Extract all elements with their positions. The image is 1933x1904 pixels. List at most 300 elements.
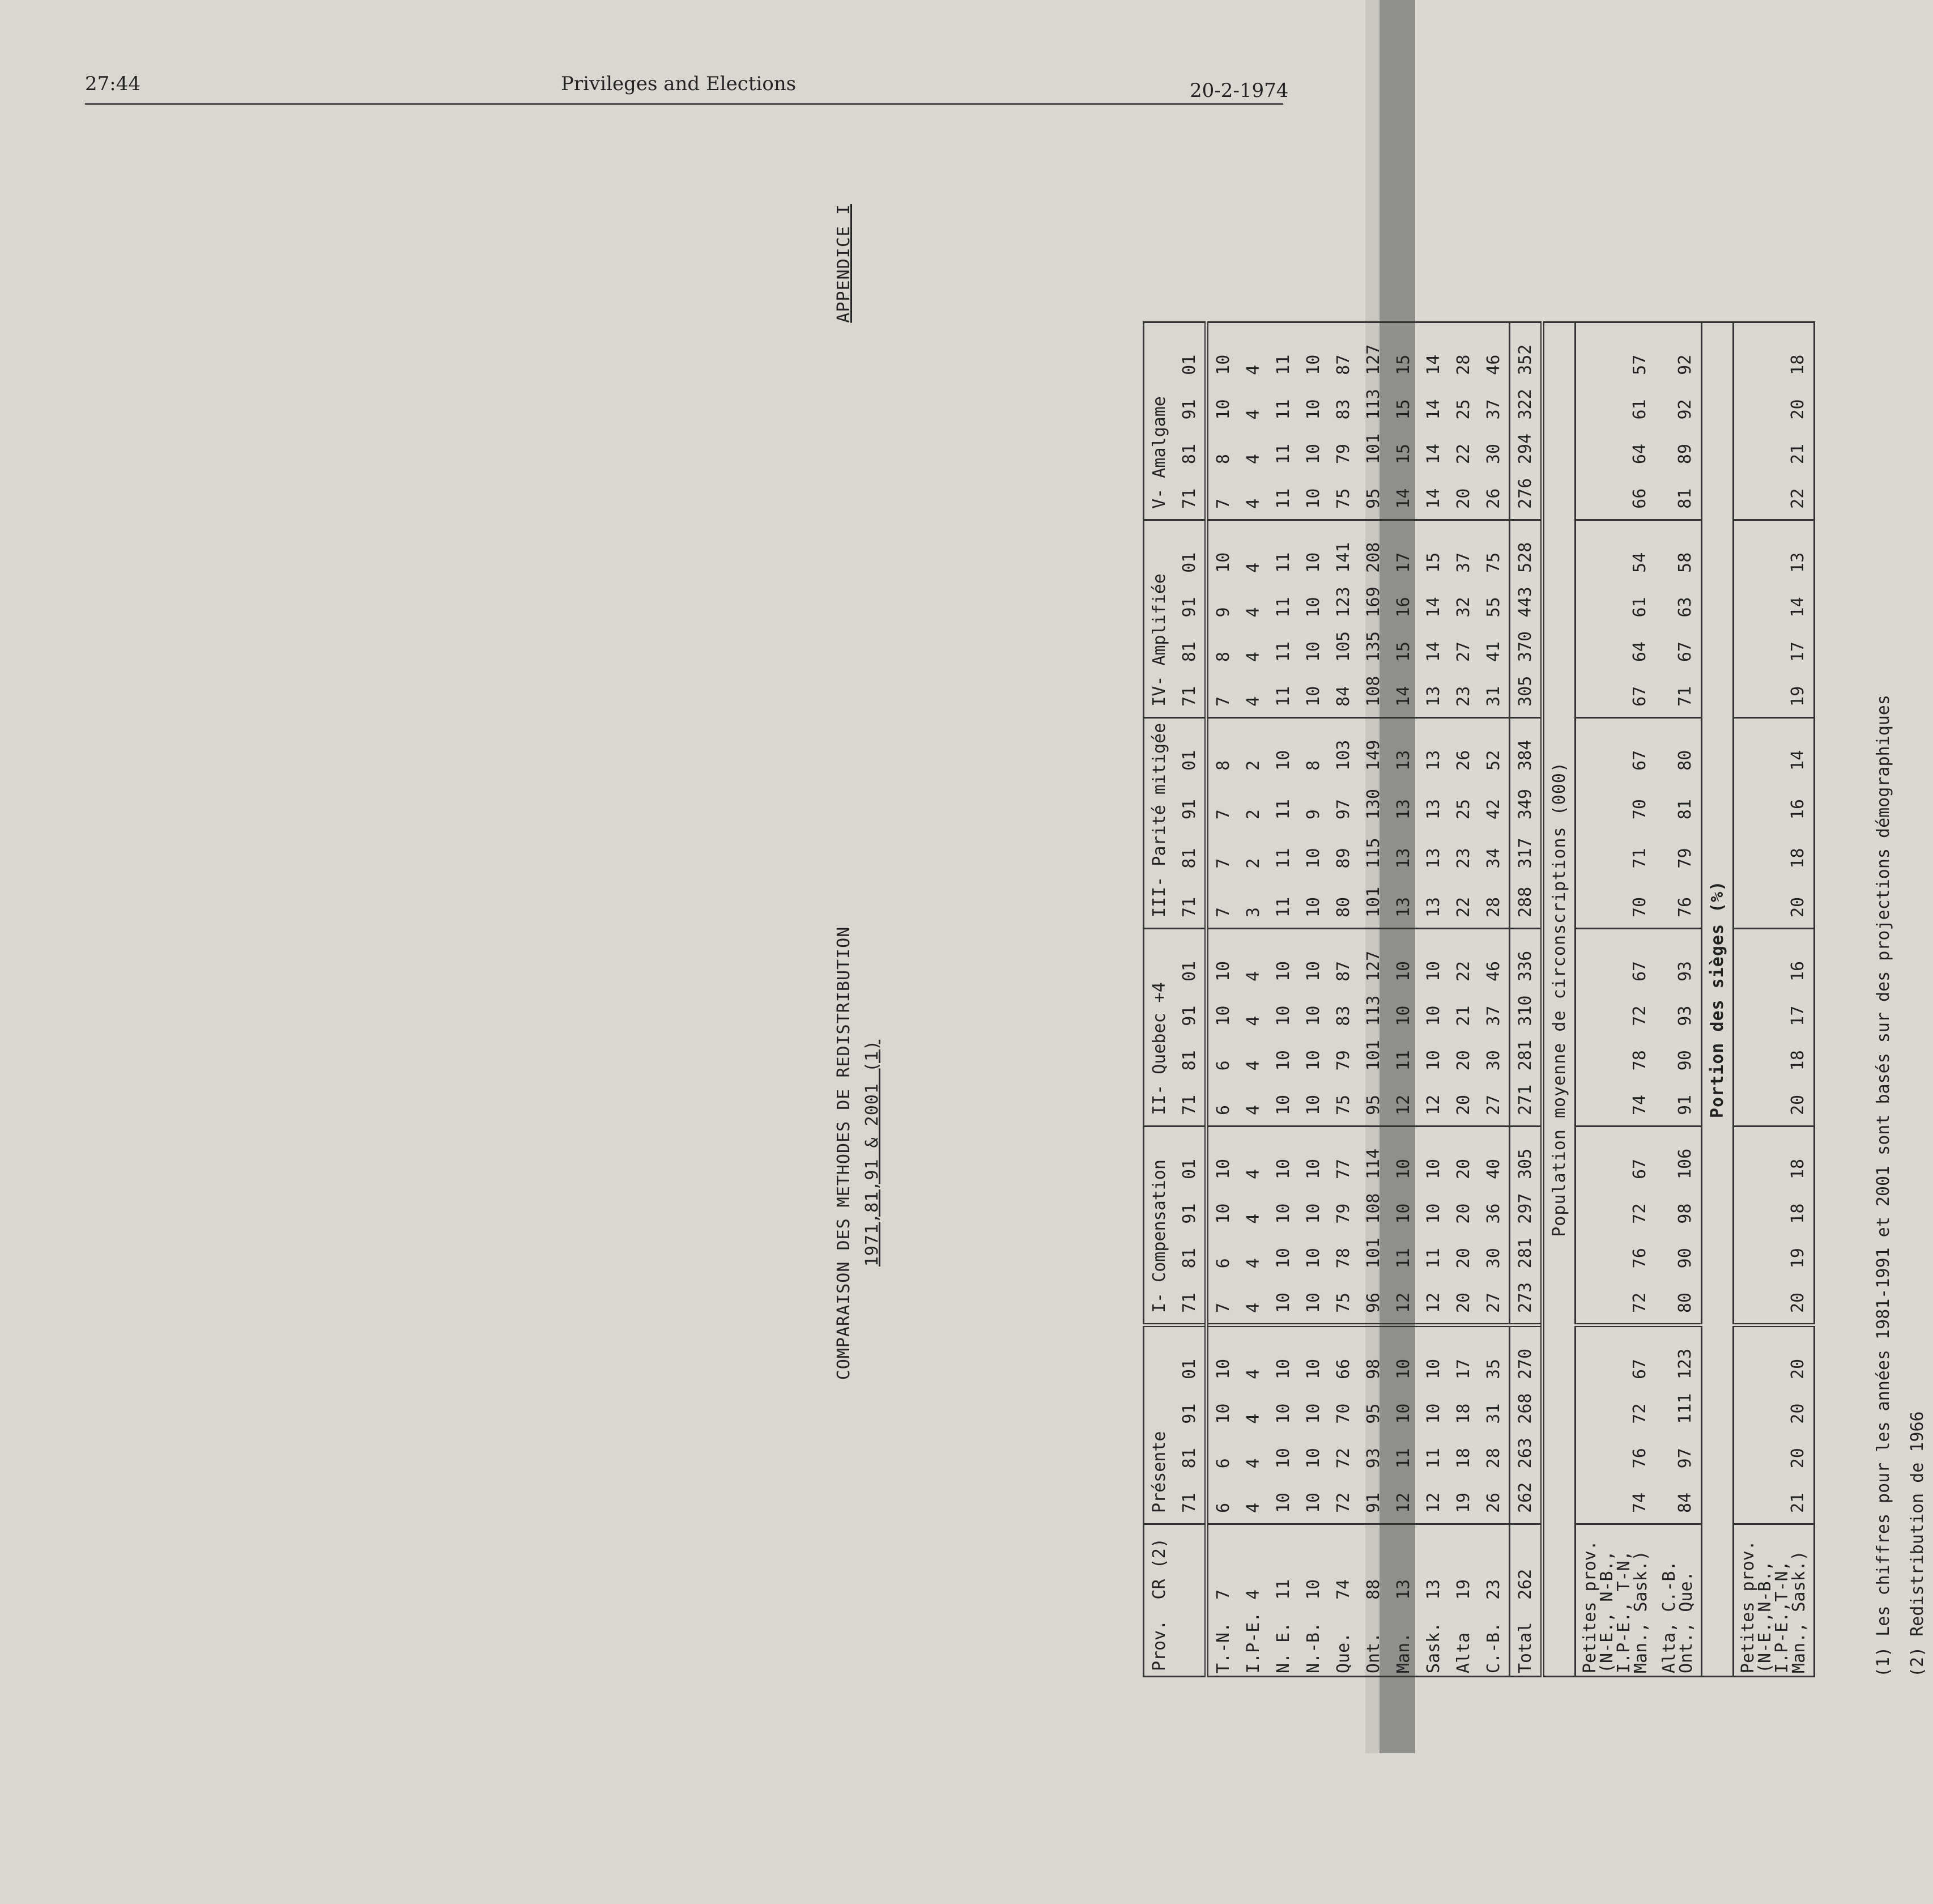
row-4-values bbox=[1334, 328, 1353, 515]
section-seats-title: Portion des sièges (%) bbox=[1702, 322, 1734, 1676]
total-value: 322 bbox=[1515, 389, 1535, 420]
header-cr: CR (2) bbox=[1149, 1538, 1169, 1600]
row-0-value: 10 bbox=[1214, 1358, 1233, 1380]
pop-0-value: 76 bbox=[1630, 1248, 1650, 1269]
row-0-value: 7 bbox=[1214, 1302, 1233, 1313]
province-cell bbox=[1268, 1524, 1298, 1677]
row-9-value: 35 bbox=[1484, 1358, 1504, 1380]
row-2-value: 10 bbox=[1274, 750, 1293, 771]
year-header-cell bbox=[1174, 1127, 1207, 1325]
row-7-value: 14 bbox=[1424, 354, 1444, 375]
year-label: 91 bbox=[1180, 1403, 1199, 1424]
row-9-value: 28 bbox=[1484, 1448, 1504, 1469]
pop-0-value: 74 bbox=[1630, 1094, 1650, 1115]
row-9-value: 46 bbox=[1484, 354, 1504, 375]
row-4-value: 83 bbox=[1334, 399, 1353, 420]
year-header-cell bbox=[1174, 520, 1207, 717]
row-6-cell bbox=[1389, 717, 1419, 928]
pop-1-value: 97 bbox=[1675, 1448, 1695, 1469]
row-1-values bbox=[1244, 1132, 1263, 1319]
row-6-value: 15 bbox=[1394, 641, 1413, 662]
row-6-cell bbox=[1389, 929, 1419, 1127]
row-3-cell bbox=[1298, 322, 1329, 520]
row-8-value: 25 bbox=[1454, 399, 1474, 420]
row-2-cell bbox=[1268, 322, 1298, 520]
row-7-value: 11 bbox=[1424, 1448, 1444, 1469]
row-6-values bbox=[1394, 525, 1413, 712]
seat-0-value: 16 bbox=[1788, 799, 1808, 820]
row-8-cell bbox=[1449, 929, 1479, 1127]
pop-1-value: 80 bbox=[1675, 750, 1695, 771]
row-4-value: 72 bbox=[1334, 1492, 1353, 1513]
total-value: 268 bbox=[1515, 1393, 1535, 1424]
row-2-values bbox=[1274, 1332, 1293, 1519]
pop-label-line: Ont., Que. bbox=[1676, 1571, 1696, 1673]
row-2-values bbox=[1274, 525, 1293, 712]
total-value: 288 bbox=[1515, 886, 1535, 917]
row-1-values bbox=[1244, 328, 1263, 515]
row-8-value: 37 bbox=[1454, 552, 1474, 573]
row-9-cell bbox=[1479, 1127, 1510, 1325]
province-name: N. E. bbox=[1274, 1622, 1293, 1673]
row-7-value: 13 bbox=[1424, 750, 1444, 771]
row-3-value: 8 bbox=[1304, 760, 1323, 771]
row-6-value: 11 bbox=[1394, 1050, 1413, 1071]
row-9-value: 55 bbox=[1484, 597, 1504, 618]
pop-0-value: 54 bbox=[1630, 552, 1650, 573]
row-3-value: 10 bbox=[1304, 488, 1323, 509]
row-0-cell bbox=[1207, 1127, 1239, 1325]
row-7-values bbox=[1424, 1132, 1444, 1319]
pop-label-line: Man., Sask.) bbox=[1631, 1550, 1651, 1673]
row-9-value: 31 bbox=[1484, 1403, 1504, 1424]
year-header-cell bbox=[1174, 322, 1207, 520]
row-0-values bbox=[1214, 934, 1233, 1121]
header-quebec: II- Quebec +4 bbox=[1144, 929, 1175, 1127]
row-4-value: 75 bbox=[1334, 488, 1353, 509]
row-6-cell bbox=[1389, 1325, 1419, 1524]
row-4-value: 72 bbox=[1334, 1448, 1353, 1469]
row-1-value: 4 bbox=[1244, 562, 1263, 573]
row-6-values bbox=[1394, 1332, 1413, 1519]
row-1-cell bbox=[1238, 1127, 1268, 1325]
province-cr: 23 bbox=[1484, 1579, 1504, 1600]
seat-0-value: 16 bbox=[1788, 960, 1808, 982]
row-3-value: 10 bbox=[1304, 960, 1323, 982]
total-value: 349 bbox=[1515, 789, 1535, 820]
pop-0-value: 67 bbox=[1630, 960, 1650, 982]
row-4-value: 75 bbox=[1334, 1292, 1353, 1313]
row-3-cell bbox=[1298, 717, 1329, 928]
year-label: 71 bbox=[1180, 1492, 1199, 1513]
year-label: 71 bbox=[1180, 1292, 1199, 1313]
province-cr: 10 bbox=[1304, 1579, 1323, 1600]
table-row bbox=[1268, 322, 1298, 1676]
row-6-value: 10 bbox=[1394, 960, 1413, 982]
pop-1-value: 90 bbox=[1675, 1050, 1695, 1071]
header-date: 20-2-1974 bbox=[1190, 79, 1289, 102]
row-9-value: 26 bbox=[1484, 488, 1504, 509]
table-subtitle: 1971,81,91 & 2001 (1) bbox=[862, 1039, 882, 1267]
row-0-value: 10 bbox=[1214, 354, 1233, 375]
row-5-cell bbox=[1359, 929, 1389, 1127]
row-4-cell bbox=[1329, 929, 1359, 1127]
row-3-cell bbox=[1298, 520, 1329, 717]
seat-0-value: 18 bbox=[1788, 848, 1808, 869]
row-0-value: 8 bbox=[1214, 760, 1233, 771]
row-0-value: 9 bbox=[1214, 607, 1233, 618]
row-8-values bbox=[1454, 723, 1474, 923]
row-5-value: 93 bbox=[1364, 1448, 1383, 1469]
seat-0-value: 20 bbox=[1788, 1358, 1808, 1380]
seat-0-value: 20 bbox=[1788, 1094, 1808, 1115]
row-3-value: 10 bbox=[1304, 597, 1323, 618]
pop-0-value: 66 bbox=[1630, 488, 1650, 509]
total-value: 384 bbox=[1515, 740, 1535, 771]
province-name: Ont. bbox=[1364, 1632, 1383, 1673]
row-2-value: 10 bbox=[1274, 1358, 1293, 1380]
row-7-value: 13 bbox=[1424, 896, 1444, 917]
row-9-value: 42 bbox=[1484, 799, 1504, 820]
year-label: 81 bbox=[1180, 848, 1199, 869]
total-cr: 262 bbox=[1515, 1569, 1535, 1600]
total-value: 336 bbox=[1515, 950, 1535, 982]
province-cell bbox=[1238, 1524, 1268, 1677]
seat-0-values bbox=[1788, 1332, 1808, 1519]
row-5-cell bbox=[1359, 1325, 1389, 1524]
row-4-value: 79 bbox=[1334, 444, 1353, 465]
row-2-value: 10 bbox=[1274, 1448, 1293, 1469]
row-6-value: 13 bbox=[1394, 750, 1413, 771]
row-9-cell bbox=[1479, 929, 1510, 1127]
row-5-value: 115 bbox=[1364, 838, 1383, 869]
row-5-value: 108 bbox=[1364, 1193, 1383, 1224]
row-7-value: 14 bbox=[1424, 399, 1444, 420]
row-2-value: 10 bbox=[1274, 1492, 1293, 1513]
row-7-value: 13 bbox=[1424, 799, 1444, 820]
row-9-value: 40 bbox=[1484, 1158, 1504, 1180]
row-4-values bbox=[1334, 723, 1353, 923]
row-1-value: 2 bbox=[1244, 858, 1263, 869]
row-9-value: 46 bbox=[1484, 960, 1504, 982]
seat-0-values bbox=[1788, 934, 1808, 1121]
year-label: 71 bbox=[1180, 896, 1199, 917]
row-4-value: 66 bbox=[1334, 1358, 1353, 1380]
year-header-cell bbox=[1174, 929, 1207, 1127]
table-title: COMPARAISON DES METHODES DE REDISTRIBUTION bbox=[834, 926, 854, 1380]
row-5-value: 113 bbox=[1364, 995, 1383, 1026]
row-6-value: 17 bbox=[1394, 552, 1413, 573]
row-7-value: 12 bbox=[1424, 1094, 1444, 1115]
row-1-value: 4 bbox=[1244, 1213, 1263, 1224]
year-headers bbox=[1180, 328, 1199, 515]
pop-0-values bbox=[1630, 1132, 1650, 1319]
row-0-value: 7 bbox=[1214, 858, 1233, 869]
row-3-value: 9 bbox=[1304, 809, 1323, 820]
row-9-value: 30 bbox=[1484, 444, 1504, 465]
row-4-value: 84 bbox=[1334, 686, 1353, 707]
row-3-value: 10 bbox=[1304, 354, 1323, 375]
year-label: 01 bbox=[1180, 552, 1199, 573]
row-5-cell bbox=[1359, 717, 1389, 928]
row-8-value: 19 bbox=[1454, 1492, 1474, 1513]
row-9-value: 37 bbox=[1484, 399, 1504, 420]
row-7-value: 11 bbox=[1424, 1248, 1444, 1269]
redistribution-table bbox=[1143, 321, 1815, 1677]
province-name: Sask. bbox=[1424, 1622, 1444, 1673]
row-4-value: 87 bbox=[1334, 960, 1353, 982]
row-4-value: 83 bbox=[1334, 1005, 1353, 1026]
total-values bbox=[1515, 723, 1535, 923]
row-7-cell bbox=[1419, 717, 1449, 928]
seat-0-cell bbox=[1734, 717, 1815, 928]
rotated-table-page bbox=[834, 176, 1933, 1677]
seat-0-values bbox=[1788, 328, 1808, 515]
row-4-value: 97 bbox=[1334, 799, 1353, 820]
row-4-value: 70 bbox=[1334, 1403, 1353, 1424]
row-5-value: 95 bbox=[1364, 1094, 1383, 1115]
pop-0-value: 71 bbox=[1630, 848, 1650, 869]
seat-0-cell bbox=[1734, 322, 1815, 520]
total-values bbox=[1515, 328, 1535, 515]
row-3-values bbox=[1304, 525, 1323, 712]
row-5-value: 101 bbox=[1364, 1238, 1383, 1269]
row-8-value: 20 bbox=[1454, 1203, 1474, 1224]
seat-0-values bbox=[1788, 525, 1808, 712]
row-8-values bbox=[1454, 525, 1474, 712]
row-9-value: 36 bbox=[1484, 1203, 1504, 1224]
row-3-cell bbox=[1298, 929, 1329, 1127]
pop-0-value: 57 bbox=[1630, 354, 1650, 375]
province-name: T.-N. bbox=[1214, 1622, 1233, 1673]
row-8-cell bbox=[1449, 1127, 1479, 1325]
pop-1-value: 106 bbox=[1675, 1148, 1695, 1180]
row-8-value: 20 bbox=[1454, 1094, 1474, 1115]
row-9-value: 34 bbox=[1484, 848, 1504, 869]
row-5-value: 127 bbox=[1364, 950, 1383, 982]
pop-0-value: 70 bbox=[1630, 799, 1650, 820]
total-values bbox=[1515, 1132, 1535, 1319]
row-9-cell bbox=[1479, 520, 1510, 717]
row-6-values bbox=[1394, 934, 1413, 1121]
row-3-values bbox=[1304, 934, 1323, 1121]
province-cr: 11 bbox=[1274, 1579, 1293, 1600]
row-4-value: 105 bbox=[1334, 631, 1353, 662]
row-5-cell bbox=[1359, 520, 1389, 717]
running-title: Privileges and Elections bbox=[561, 73, 797, 95]
row-6-cell bbox=[1389, 520, 1419, 717]
row-8-value: 23 bbox=[1454, 686, 1474, 707]
row-1-values bbox=[1244, 525, 1263, 712]
year-label: 01 bbox=[1180, 1358, 1199, 1380]
pop-1-value: 89 bbox=[1675, 444, 1695, 465]
province-name: I.P-E. bbox=[1244, 1612, 1263, 1673]
year-headers bbox=[1180, 1332, 1199, 1519]
pop-1-value: 71 bbox=[1675, 686, 1695, 707]
header-presente: Présente bbox=[1144, 1325, 1175, 1524]
pop-0-values bbox=[1630, 525, 1650, 712]
row-1-cell bbox=[1238, 1325, 1268, 1524]
row-1-value: 4 bbox=[1244, 696, 1263, 707]
row-1-value: 2 bbox=[1244, 760, 1263, 771]
row-7-value: 13 bbox=[1424, 848, 1444, 869]
seat-label-line: Man., Sask.) bbox=[1789, 1550, 1809, 1673]
total-value: 271 bbox=[1515, 1084, 1535, 1115]
row-4-value: 79 bbox=[1334, 1203, 1353, 1224]
year-header-cell bbox=[1174, 1325, 1207, 1524]
row-6-value: 13 bbox=[1394, 896, 1413, 917]
row-0-values bbox=[1214, 525, 1233, 712]
row-4-values bbox=[1334, 525, 1353, 712]
row-1-value: 4 bbox=[1244, 498, 1263, 509]
table-row bbox=[1207, 322, 1239, 1676]
year-label: 91 bbox=[1180, 597, 1199, 618]
header-parite: III- Parité mitigée bbox=[1144, 717, 1175, 928]
row-7-value: 14 bbox=[1424, 597, 1444, 618]
row-4-value: 123 bbox=[1334, 586, 1353, 618]
row-1-value: 4 bbox=[1244, 607, 1263, 618]
row-5-values bbox=[1364, 1332, 1383, 1519]
row-7-value: 14 bbox=[1424, 444, 1444, 465]
row-3-value: 10 bbox=[1304, 1094, 1323, 1115]
province-name: Man. bbox=[1394, 1632, 1413, 1673]
row-2-value: 10 bbox=[1274, 1292, 1293, 1313]
year-headers bbox=[1180, 1132, 1199, 1319]
row-0-value: 7 bbox=[1214, 696, 1233, 707]
row-2-values bbox=[1274, 1132, 1293, 1319]
row-8-values bbox=[1454, 934, 1474, 1121]
pop-0-value: 67 bbox=[1630, 750, 1650, 771]
row-7-value: 15 bbox=[1424, 552, 1444, 573]
row-8-values bbox=[1454, 1332, 1474, 1519]
pop-1-cell bbox=[1655, 322, 1702, 520]
year-label: 01 bbox=[1180, 1158, 1199, 1180]
pop-0-cell bbox=[1576, 1325, 1656, 1524]
year-label: 91 bbox=[1180, 799, 1199, 820]
seat-label-line: I.P-E.,T-N, bbox=[1772, 1561, 1792, 1673]
row-9-value: 27 bbox=[1484, 1292, 1504, 1313]
row-4-value: 75 bbox=[1334, 1094, 1353, 1115]
row-9-value: 30 bbox=[1484, 1050, 1504, 1071]
header-amplifiee: IV- Amplifiée bbox=[1144, 520, 1175, 717]
pop-1-values bbox=[1675, 934, 1695, 1121]
pop-0-cell bbox=[1576, 1127, 1656, 1325]
total-value: 263 bbox=[1515, 1438, 1535, 1469]
row-0-values bbox=[1214, 1332, 1233, 1519]
row-5-value: 98 bbox=[1364, 1358, 1383, 1380]
row-0-value: 7 bbox=[1214, 907, 1233, 917]
row-6-value: 10 bbox=[1394, 1203, 1413, 1224]
pop-0-value: 64 bbox=[1630, 444, 1650, 465]
row-7-cell bbox=[1419, 929, 1449, 1127]
row-0-value: 10 bbox=[1214, 552, 1233, 573]
total-value: 270 bbox=[1515, 1348, 1535, 1380]
row-3-value: 10 bbox=[1304, 848, 1323, 869]
row-2-value: 10 bbox=[1274, 1094, 1293, 1115]
row-2-cell bbox=[1268, 1127, 1298, 1325]
row-1-value: 4 bbox=[1244, 1458, 1263, 1469]
year-label: 91 bbox=[1180, 1005, 1199, 1026]
row-3-values bbox=[1304, 328, 1323, 515]
row-9-cell bbox=[1479, 322, 1510, 520]
year-header-cell bbox=[1174, 717, 1207, 928]
year-label: 91 bbox=[1180, 399, 1199, 420]
year-label: 01 bbox=[1180, 354, 1199, 375]
pop-0-value: 61 bbox=[1630, 399, 1650, 420]
pop-1-value: 58 bbox=[1675, 552, 1695, 573]
total-cell bbox=[1510, 1127, 1543, 1325]
row-5-value: 101 bbox=[1364, 1040, 1383, 1071]
seat-0-value: 18 bbox=[1788, 1203, 1808, 1224]
province-cell bbox=[1329, 1524, 1359, 1677]
row-3-values bbox=[1304, 1132, 1323, 1319]
row-5-values bbox=[1364, 525, 1383, 712]
row-8-values bbox=[1454, 1132, 1474, 1319]
total-label: Total bbox=[1515, 1622, 1535, 1673]
pop-0-value: 67 bbox=[1630, 686, 1650, 707]
seat-0-value: 21 bbox=[1788, 1492, 1808, 1513]
row-4-values bbox=[1334, 1332, 1353, 1519]
row-7-value: 14 bbox=[1424, 641, 1444, 662]
row-2-value: 10 bbox=[1274, 960, 1293, 982]
total-value: 305 bbox=[1515, 675, 1535, 707]
pop-1-values bbox=[1675, 328, 1695, 515]
total-value: 352 bbox=[1515, 344, 1535, 375]
row-5-value: 95 bbox=[1364, 488, 1383, 509]
seat-0-values bbox=[1788, 723, 1808, 923]
row-1-values bbox=[1244, 1332, 1263, 1519]
row-7-values bbox=[1424, 1332, 1444, 1519]
province-cr: 13 bbox=[1394, 1579, 1413, 1600]
row-9-value: 28 bbox=[1484, 896, 1504, 917]
row-6-value: 14 bbox=[1394, 686, 1413, 707]
row-9-value: 75 bbox=[1484, 552, 1504, 573]
year-label: 91 bbox=[1180, 1203, 1199, 1224]
row-3-value: 10 bbox=[1304, 686, 1323, 707]
total-value: 305 bbox=[1515, 1148, 1535, 1180]
row-2-value: 11 bbox=[1274, 896, 1293, 917]
row-8-value: 18 bbox=[1454, 1448, 1474, 1469]
seat-0-value: 20 bbox=[1788, 1448, 1808, 1469]
province-cell bbox=[1479, 1524, 1510, 1677]
seat-0-cell bbox=[1734, 929, 1815, 1127]
pop-1-value: 80 bbox=[1675, 1292, 1695, 1313]
seat-0-value: 19 bbox=[1788, 1248, 1808, 1269]
row-7-value: 10 bbox=[1424, 1203, 1444, 1224]
pop-1-value: 84 bbox=[1675, 1492, 1695, 1513]
row-7-cell bbox=[1419, 322, 1449, 520]
pop-label-line: Petites prov. bbox=[1580, 1540, 1600, 1673]
total-value: 294 bbox=[1515, 433, 1535, 465]
total-label-cell bbox=[1510, 1524, 1543, 1677]
row-9-values bbox=[1484, 1132, 1504, 1319]
row-3-value: 10 bbox=[1304, 1358, 1323, 1380]
pop-1-cell bbox=[1655, 717, 1702, 928]
province-name: Alta bbox=[1454, 1632, 1474, 1673]
row-5-value: 95 bbox=[1364, 1403, 1383, 1424]
row-3-values bbox=[1304, 723, 1323, 923]
row-8-value: 22 bbox=[1454, 960, 1474, 982]
seat-0-cell bbox=[1734, 1325, 1815, 1524]
row-2-value: 11 bbox=[1274, 354, 1293, 375]
pop-0-values bbox=[1630, 934, 1650, 1121]
pop-1-value: 93 bbox=[1675, 1005, 1695, 1026]
row-1-cell bbox=[1238, 929, 1268, 1127]
row-4-cell bbox=[1329, 1127, 1359, 1325]
row-6-value: 13 bbox=[1394, 848, 1413, 869]
year-label: 71 bbox=[1180, 686, 1199, 707]
row-1-cell bbox=[1238, 520, 1268, 717]
